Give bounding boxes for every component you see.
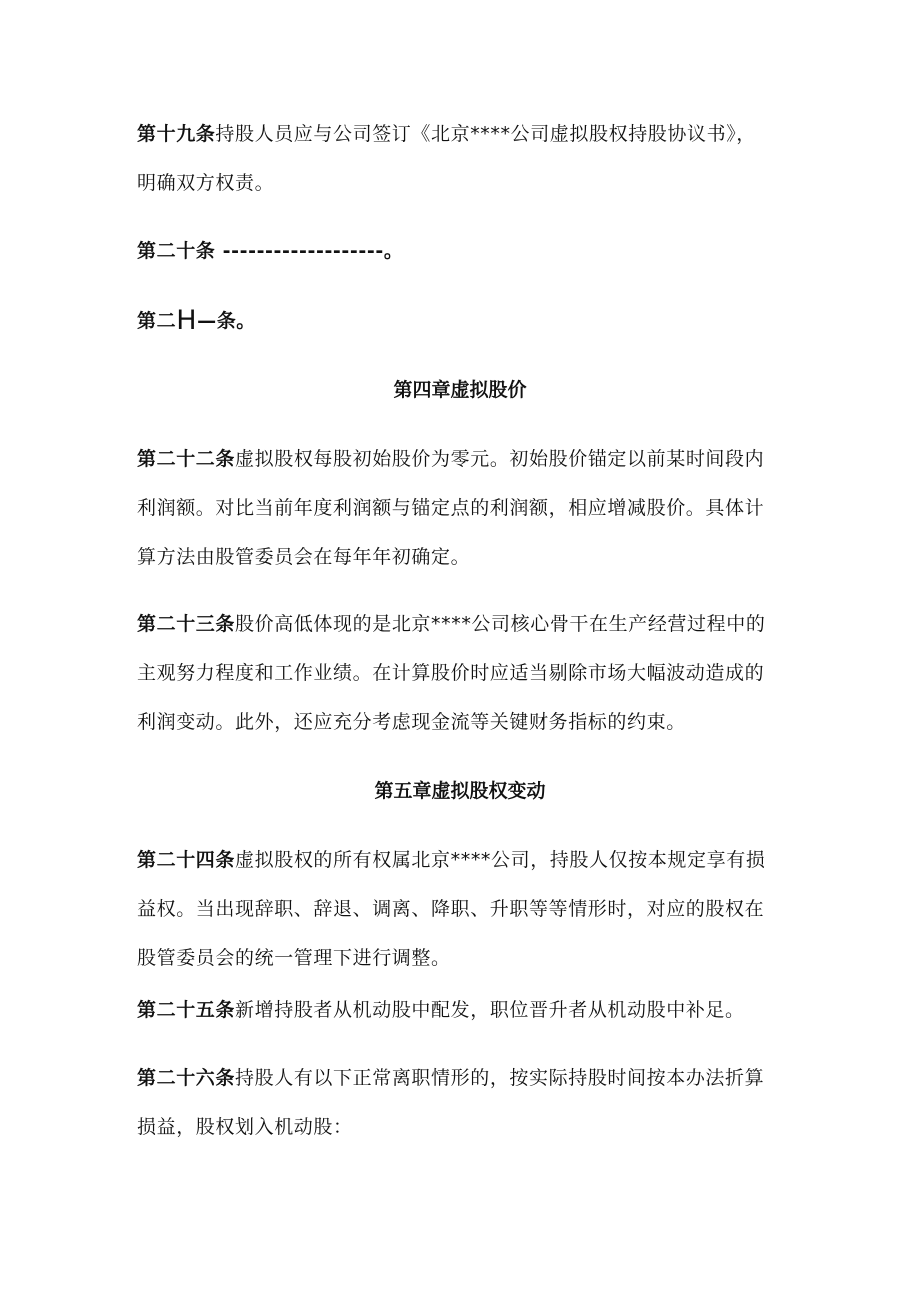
article-22-text-2: 利润额。对比当前年度利润额与锚定点的利润额，相应增减股价。具体计 bbox=[137, 497, 765, 519]
article-24-line-1 bbox=[137, 848, 765, 872]
article-26-line-1 bbox=[137, 1066, 764, 1090]
article-22-line-3 bbox=[137, 545, 470, 569]
article-24-text-3: 股管委员会的统一管理下进行调整。 bbox=[137, 947, 451, 969]
article-21-line bbox=[137, 305, 256, 336]
article-22-label: 第二十二条 bbox=[137, 448, 236, 470]
article-20-text: -------------------。 bbox=[215, 240, 404, 262]
article-19-text-1: 持股人员应与公司签订《北京****公司虚拟股权持股协议书》， bbox=[215, 123, 756, 145]
article-21-label-suffix: —条。 bbox=[197, 310, 256, 332]
article-19-text-2: 明确双方权责。 bbox=[137, 172, 275, 194]
article-22-text-3: 算方法由股管委员会在每年年初确定。 bbox=[137, 546, 471, 568]
article-24-line-3 bbox=[137, 946, 451, 970]
article-25-label: 第二十五条 bbox=[137, 999, 236, 1021]
article-20-label: 第二十条 bbox=[137, 240, 216, 262]
article-23-label: 第二十三条 bbox=[137, 613, 236, 635]
article-19-line-2 bbox=[137, 171, 274, 195]
article-23-line-2 bbox=[137, 661, 764, 685]
article-26-text-2: 损益，股权划入机动股： bbox=[137, 1116, 353, 1138]
article-22-line-2 bbox=[137, 496, 764, 520]
article-23-text-2: 主观努力程度和工作业绩。在计算股价时应适当剔除市场大幅波动造成的 bbox=[137, 662, 765, 684]
article-26-line-2 bbox=[137, 1115, 353, 1139]
article-19-label: 第十九条 bbox=[137, 123, 216, 145]
article-23-line-1 bbox=[137, 612, 765, 636]
article-23-line-3 bbox=[137, 710, 686, 734]
article-21-label-prefix: 第二 bbox=[137, 310, 177, 332]
article-24-line-2 bbox=[137, 897, 764, 921]
article-23-text-3: 利润变动。此外，还应充分考虑现金流等关键财务指标的约束。 bbox=[137, 711, 686, 733]
chapter-4-heading: 第四章虚拟股价 bbox=[393, 379, 527, 401]
article-25-line-1 bbox=[137, 998, 745, 1022]
chapter-5-heading: 第五章虚拟股权变动 bbox=[374, 780, 546, 802]
article-19-line-1 bbox=[137, 122, 756, 146]
article-26-label: 第二十六条 bbox=[137, 1067, 236, 1089]
article-23-text-1: 股价高低体现的是北京****公司核心骨干在生产经营过程中的 bbox=[235, 613, 766, 635]
article-21-label-mid: H bbox=[176, 305, 198, 336]
article-24-text-1: 虚拟股权的所有权属北京****公司，持股人仅按本规定享有损 bbox=[235, 849, 766, 871]
article-22-text-1: 虚拟股权每股初始股价为零元。初始股价锚定以前某时间段内 bbox=[235, 448, 765, 470]
article-24-text-2: 益权。当出现辞职、辞退、调离、降职、升职等等情形时，对应的股权在 bbox=[137, 898, 765, 920]
article-26-text-1: 持股人有以下正常离职情形的，按实际持股时间按本办法折算 bbox=[235, 1067, 765, 1089]
article-20-line bbox=[137, 239, 403, 263]
article-22-line-1 bbox=[137, 447, 764, 471]
article-24-label: 第二十四条 bbox=[137, 849, 236, 871]
article-25-text-1: 新增持股者从机动股中配发，职位晋升者从机动股中补足。 bbox=[235, 999, 745, 1021]
